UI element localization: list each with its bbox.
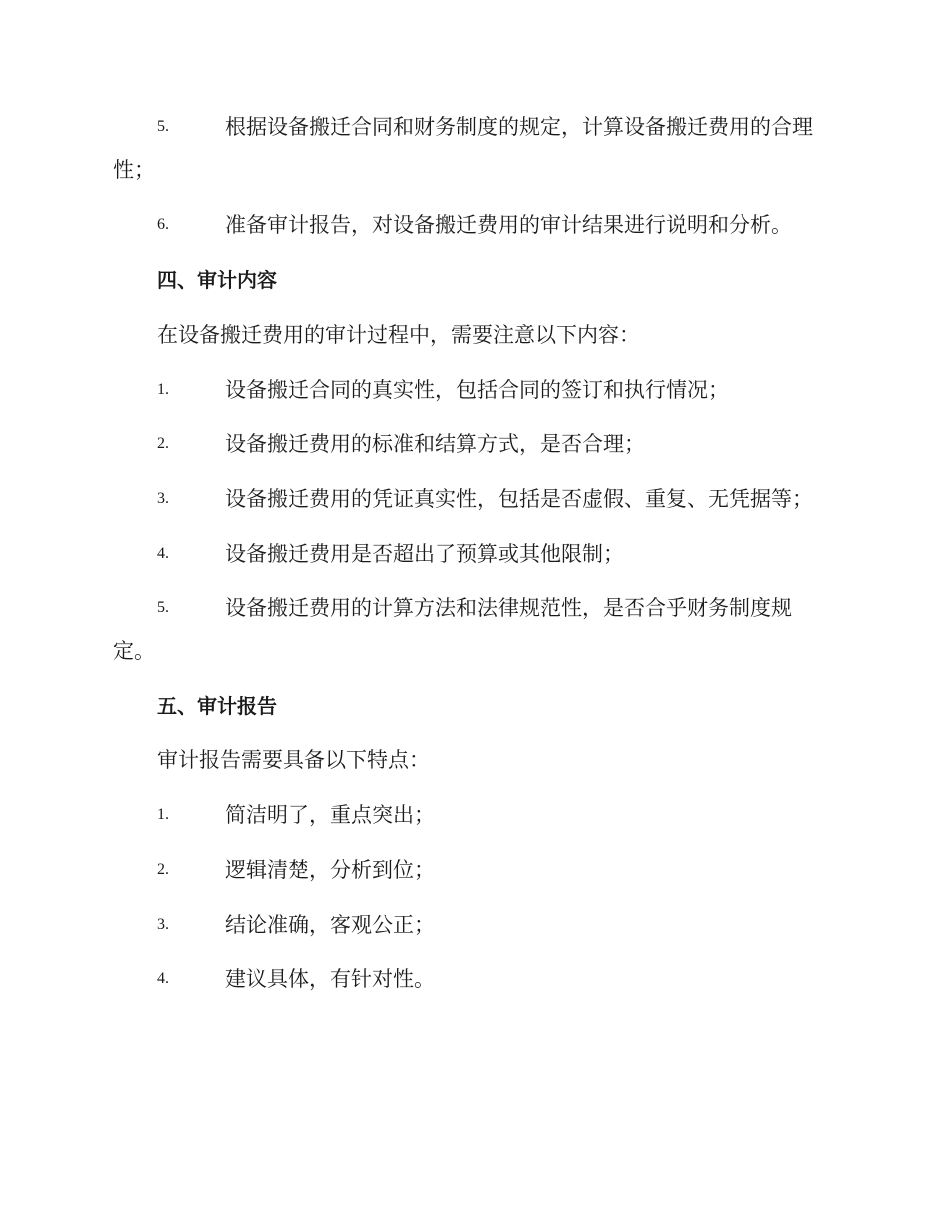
section-intro: 审计报告需要具备以下特点： (157, 748, 430, 772)
list-item-text: 设备搬迁费用的标准和结算方式，是否合理； (225, 432, 645, 456)
list-item-text: 简洁明了，重点突出； (225, 803, 435, 827)
section-heading: 五、审计报告 (157, 694, 277, 718)
list-item-text: 根据设备搬迁合同和财务制度的规定，计算设备搬迁费用的合理 (225, 115, 813, 139)
section-intro: 在设备搬迁费用的审计过程中，需要注意以下内容： (157, 323, 640, 347)
list-item-number: 5. (157, 118, 169, 135)
list-item-text: 设备搬迁费用的计算方法和法律规范性，是否合乎财务制度规 (225, 596, 792, 620)
list-item-number: 3. (157, 916, 169, 933)
section-heading: 四、审计内容 (157, 268, 277, 292)
list-item-number: 2. (157, 435, 169, 452)
list-item-text: 准备审计报告，对设备搬迁费用的审计结果进行说明和分析。 (225, 213, 792, 237)
list-item-text: 逻辑清楚，分析到位； (225, 858, 435, 882)
list-item-number: 1. (157, 806, 169, 823)
list-item-number: 3. (157, 490, 169, 507)
list-item-number: 6. (157, 216, 169, 233)
list-item-text: 建议具体，有针对性。 (225, 967, 435, 991)
list-item-number: 1. (157, 381, 169, 398)
list-item-number: 4. (157, 545, 169, 562)
list-item-text: 设备搬迁费用是否超出了预算或其他限制； (225, 542, 624, 566)
list-item-text: 结论准确，客观公正； (225, 913, 435, 937)
list-item-text: 设备搬迁费用的凭证真实性，包括是否虚假、重复、无凭据等； (225, 487, 813, 511)
list-item-text-continued: 性； (113, 158, 155, 182)
list-item-text: 设备搬迁合同的真实性，包括合同的签订和执行情况； (225, 378, 729, 402)
list-item-number: 2. (157, 861, 169, 878)
list-item-number: 4. (157, 970, 169, 987)
list-item-number: 5. (157, 599, 169, 616)
list-item-text-continued: 定。 (113, 639, 155, 663)
